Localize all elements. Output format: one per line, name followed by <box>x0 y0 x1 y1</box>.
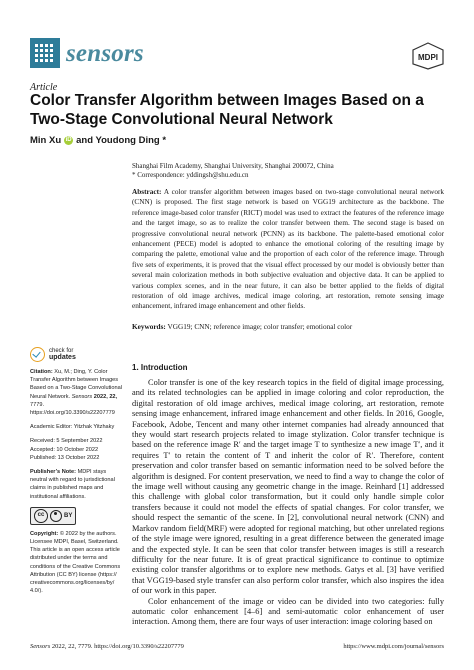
page-footer <box>30 643 444 650</box>
affiliation: Shanghai Film Academy, Shanghai University, Shanghai 200072, China <box>132 162 334 170</box>
abstract <box>132 187 444 312</box>
accepted-date: Accepted: 10 October 2022 <box>30 446 99 453</box>
keywords-text: VGG19; CNN; reference image; color transfer; emotional color <box>167 323 353 331</box>
publisher-note <box>30 468 122 501</box>
cc-by-license-badge[interactable] <box>30 507 76 525</box>
citation-journal: Sensors <box>71 393 93 400</box>
check-for-updates-button[interactable] <box>30 347 122 362</box>
publisher-note-text: MDPI stays neutral with regard to jurisdictional claims in published maps and institutional affiliations. <box>30 469 115 500</box>
copyright-label: Copyright: <box>30 530 59 537</box>
updates-word: updates <box>49 353 76 361</box>
abstract-text: A color transfer algorithm between images based on two-stage convolutional neural network (CNN) is proposed. The first stage network is based on VGG19 architecture as the backbone. The reference image-based color transfer (RICT) model was used to extract the features of the reference image and the target image, so as to realize the color transfer between them. The second stage is based on progressive convolutional neural network (PCNN) as its backbone. The palette-based emotional color enhancement (PECE) model is adopted to enhance the emotional coloring of the resulting image by comparing the palette, emotional value and the proportion of each color of the reference image. Through five sets of experiments, it is proved that the visual effect processed by our model is obviously better than several main colorization methods in both subjective evaluation and objective data. It can be applied to various complex scenes, and in the near future, it can also be better applied to the fields of digital restoration of old image archives, medical image coloring, art restoration, remote sensing image enhancement, infrared image enhancement and other fields. <box>132 188 444 311</box>
paper-title: Color Transfer Algorithm between Images Based on a Two-Stage Convolutional Neural Network <box>30 92 424 128</box>
by-label: BY <box>64 512 73 519</box>
citation-block <box>30 368 122 417</box>
author-first: Min Xu <box>30 135 62 146</box>
author-list <box>30 135 166 146</box>
keywords-label: Keywords: <box>132 323 166 331</box>
journal-header <box>30 38 444 74</box>
copyright-text: © 2022 by the authors. Licensee MDPI, Basel, Switzerland. This article is an open access article distributed under the terms and conditions of the Creative Commons Attribution (CC BY) license (https:// creativecommons.org/licenses/by/ 4.0/). <box>30 530 121 595</box>
section-heading-introduction: 1. Introduction <box>132 363 188 372</box>
citation-text: Xu, M.; Ding, Y. Color Transfer Algorithm between Images Based on a Two-Stage Convolutional Neural Network. <box>30 369 122 400</box>
footer-journal: Sensors <box>30 643 51 650</box>
article-sidebar <box>30 347 122 601</box>
updates-check-text: check for <box>49 348 74 354</box>
sensors-logo-icon <box>30 38 60 68</box>
intro-paragraph-2: Color enhancement of the image or video can be divided into two categories: fully automatic color enhancement [4–6] and semi-automatic color enhancement of user interaction. Among them, there are four ways of user interaction: image coloring based on <box>132 596 444 627</box>
publisher-note-label: Publisher’s Note: <box>30 469 77 476</box>
introduction-body <box>132 378 444 628</box>
footer-url[interactable]: https://www.mdpi.com/journal/sensors <box>343 643 444 650</box>
correspondence: * Correspondence: yddingsh@shu.edu.cn <box>132 171 249 179</box>
keywords <box>132 322 444 332</box>
attribution-icon <box>50 510 62 522</box>
abstract-label: Abstract: <box>132 188 162 196</box>
academic-editor: Academic Editor: Yitzhak Yitzhaky <box>30 424 115 431</box>
citation-label: Citation: <box>30 369 53 375</box>
dates-block <box>30 437 122 462</box>
mdpi-logo-icon[interactable] <box>412 42 444 70</box>
intro-paragraph-1: Color transfer is one of the key research topics in the field of digital image processing, and its related technologies can be applied in image coloring and color reproduction, the digital restoration of old image archives, medical image coloring, art restoration, remote sensing image enhancement, infrared image enhancement and other fields. In 2016, Google, Facebook, Adobe, Tencent and many other internet companies had already announced that they would start research projects related to image stylization. Color transfer technique is based on the reference image R′ and the target image T to synthesize a new image T′, and it requires T′ to retain the content of T and inherit the color of R′. Therefore, content preservation and color transfer based on semantic information need to be solved before the algorithm is designed. For content preservation, we need to find a way to change the color of the image well without causing any geometric change in the image. Reinhard [1] addressed this challenge with global color transformation, but it could only handle simple color transfers because it could not model the effects of spatial changes. For color transfer, we should respect the semantic of the scene. In [2], convolutional neural network (CNN) and Markov random field(MRF) were adopted for regional matching, but other unrelated regions of the style image were ignored, resulting in a great difference between the generated image and the expected style. It can be seen that color transfer between images is still a research difficulty for the near future. It is of great practical significance to continue to optimize existing color transfer algorithms or to explore new methods. Gatys et al. [3] have verified that VGG19-based style transfer can also perform color transfer, which also inspires the idea of our work in this paper. <box>132 378 444 596</box>
updates-icon <box>30 347 45 362</box>
footer-citation[interactable]: 2022, 22, 7779. https://doi.org/10.3390/s22207779 <box>51 643 184 650</box>
publisher-name: MDPI <box>418 53 438 62</box>
citation-pages[interactable]: 7779. https://doi.org/10.3390/s22207779 <box>30 401 115 417</box>
copyright-block <box>30 530 122 596</box>
cc-icon: cc <box>34 509 48 523</box>
journal-name[interactable]: sensors <box>66 40 144 67</box>
orcid-icon[interactable]: iD <box>65 137 72 143</box>
author-rest: and Youdong Ding * <box>76 135 167 146</box>
received-date: Received: 5 September 2022 <box>30 438 103 445</box>
published-date: Published: 13 October 2022 <box>30 454 100 461</box>
citation-year-vol: 2022, 22, <box>93 393 118 400</box>
article-type: Article <box>30 82 58 93</box>
